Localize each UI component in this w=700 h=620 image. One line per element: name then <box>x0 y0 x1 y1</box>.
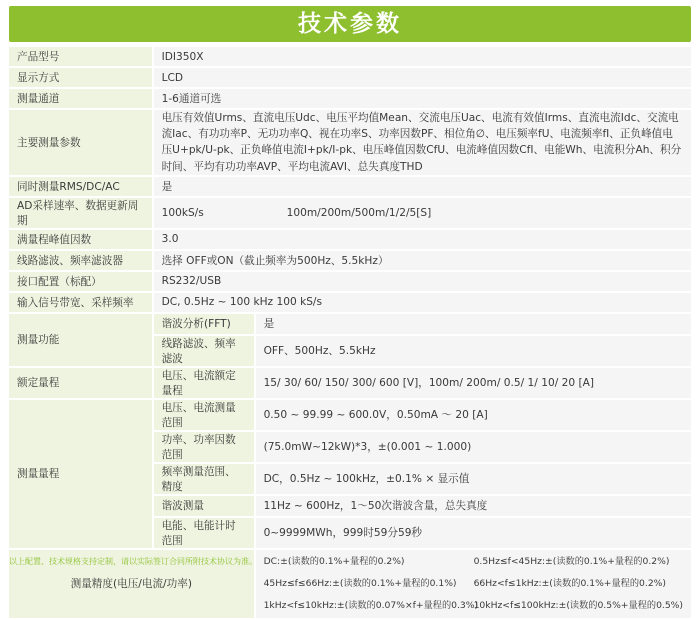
row-label: AD采样速率、数据更新周期 <box>9 198 152 228</box>
row-label: 接口配置（标配） <box>9 272 152 291</box>
sample-rate-value: 100kS/s <box>161 206 204 219</box>
table-row <box>9 400 691 430</box>
accuracy-spec: 45Hz≤f≤66Hz:±(读数的0.1%+量程的0.1%) <box>263 577 457 589</box>
row-value: 1-6通道可选 <box>152 89 691 108</box>
sub-value: DC，0.5Hz ~ 100kHz，±0.1% × 显示值 <box>254 464 691 494</box>
table-row <box>9 177 691 196</box>
row-value: 选择 OFF或ON（截止频率为500Hz、5.5kHz） <box>152 251 691 270</box>
sub-label: 电压、电流测量范围 <box>152 400 254 430</box>
page-title: 技术参数 <box>298 11 402 37</box>
row-label: 同时测量RMS/DC/AC <box>9 177 152 196</box>
sub-label: 电能、电能计时范围 <box>152 518 254 548</box>
row-value: IDI350X <box>152 47 691 66</box>
spec-table <box>9 45 691 620</box>
table-row <box>9 47 691 66</box>
row-label: 线路滤波、频率滤波器 <box>9 251 152 270</box>
row-value: RS232/USB <box>152 272 691 291</box>
sub-value: 15/ 30/ 60/ 150/ 300/ 600 [V]，100m/ 200m/ 0.5/ 1/ 10/ 20 [A] <box>254 368 691 398</box>
footnote: 以上配置、技术规格支持定制，请以实际签订合同所附技术协议为准。 <box>9 557 257 566</box>
row-label: 主要测量参数 <box>9 110 152 175</box>
row-label: 测量通道 <box>9 89 152 108</box>
table-row <box>9 230 691 249</box>
sub-value: 0~9999MWh，999时59分59秒 <box>254 518 691 548</box>
row-value <box>152 198 691 228</box>
table-row <box>9 251 691 270</box>
table-row <box>9 110 691 175</box>
sub-label: 电压、电流额定量程 <box>152 368 254 398</box>
table-row <box>9 272 691 291</box>
table-row <box>9 368 691 398</box>
row-value: 3.0 <box>152 230 691 249</box>
row-value: 电压有效值Urms、直流电压Udc、电压平均值Mean、交流电压Uac、电流有效值Irms、直流电流Idc、交流电流Iac、有功功率P、无功功率Q、视在功率S、功率因数PF、相位角∅、电压频率fU、电流频率fI、正负峰值电压U+pk/U-pk、正负峰值电流I+pk/I-pk、电压峰值因数CfU、电流峰值因数CfI、电能Wh、电流积分Ah、积分时间、平均有功功率AVP、平均电流AVI、总失真度THD <box>152 110 691 175</box>
table-row <box>9 293 691 312</box>
group-label-range: 测量量程 <box>9 400 152 548</box>
sub-value: OFF、500Hz、5.5kHz <box>254 336 691 366</box>
accuracy-spec: 66Hz<f≤1kHz:±(读数的0.1%+量程的0.2%) <box>473 577 666 589</box>
row-label: 显示方式 <box>9 68 152 87</box>
group-label-function: 测量功能 <box>9 314 152 366</box>
sub-label: 谐波分析(FFT) <box>152 314 254 334</box>
sub-value: 0.50 ~ 99.99 ~ 600.0V，0.50mA ～ 20 [A] <box>254 400 691 430</box>
accuracy-line <box>264 551 683 573</box>
table-row <box>9 89 691 108</box>
accuracy-line <box>264 573 683 595</box>
sub-label: 谐波测量 <box>152 496 254 516</box>
table-row <box>9 68 691 87</box>
sub-value: (75.0mW~12kW)*3，±(0.001 ~ 1.000) <box>254 432 691 462</box>
accuracy-spec: 1kHz<f≤10kHz:±(读数的0.07%×f+量程的0.3%) <box>263 599 479 611</box>
sub-label: 功率、功率因数范围 <box>152 432 254 462</box>
update-period-value: 100m/200m/500m/1/2/5[S] <box>286 206 432 219</box>
accuracy-spec: 10kHz<f≤100kHz:±(读数的0.5%+量程的0.5%) <box>473 599 683 611</box>
accuracy-spec: 0.5Hz≤f<45Hz:±(读数的0.1%+量程的0.2%) <box>473 555 670 567</box>
sub-value: 是 <box>254 314 691 334</box>
row-value: LCD <box>152 68 691 87</box>
row-label: 满量程峰值因数 <box>9 230 152 249</box>
row-label: 额定量程 <box>9 368 152 398</box>
sub-value: 11Hz ~ 600Hz，1～50次谐波含量，总失真度 <box>254 496 691 516</box>
row-value: 是 <box>152 177 691 196</box>
title-banner <box>9 6 691 42</box>
accuracy-line <box>264 595 683 617</box>
table-row <box>9 314 691 334</box>
accuracy-spec: DC:±(读数的0.1%+量程的0.2%) <box>263 555 405 567</box>
sub-label: 频率测量范围、精度 <box>152 464 254 494</box>
row-value: DC, 0.5Hz ~ 100 kHz 100 kS/s <box>152 293 691 312</box>
row-label: 输入信号带宽、采样频率 <box>9 293 152 312</box>
accuracy-label: 测量精度(电压/电流/功率) <box>9 550 254 618</box>
accuracy-values <box>254 550 691 618</box>
table-row <box>9 198 691 228</box>
sub-label: 线路滤波、频率滤波 <box>152 336 254 366</box>
row-label: 产品型号 <box>9 47 152 66</box>
